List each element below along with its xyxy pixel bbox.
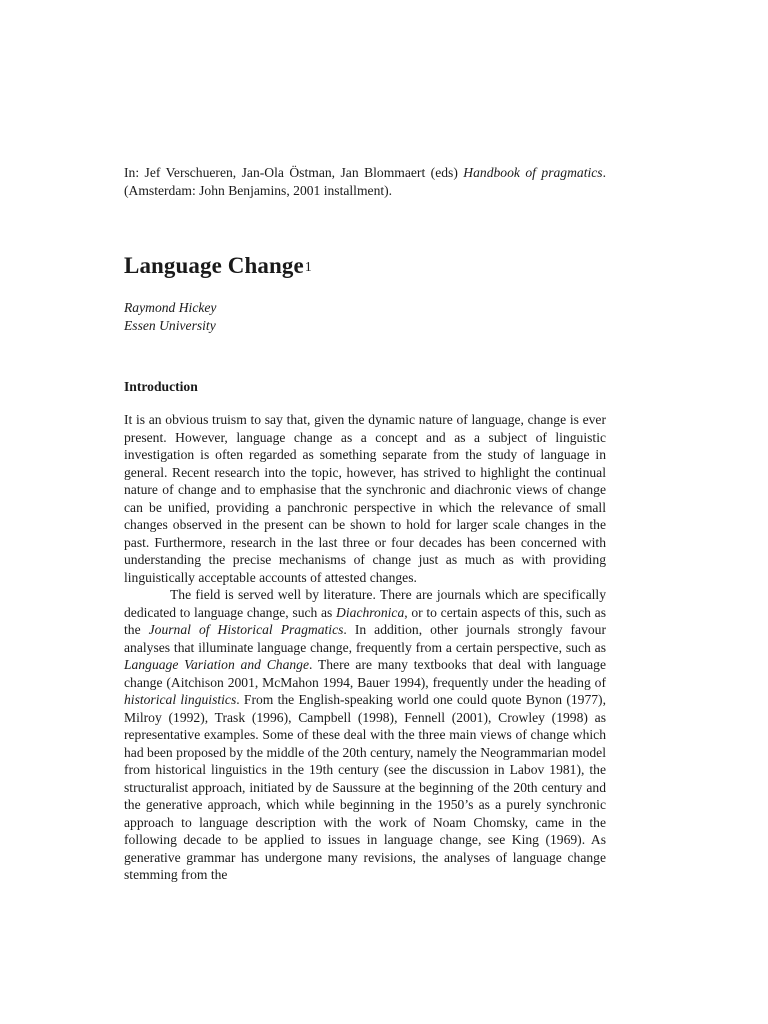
paragraph-2-text-3: . In addition, other journals strongly favour analyses that illuminate language change, frequently from a certain perspective, such as — [124, 622, 606, 655]
paragraph-2-text-2: , or to certain aspects of this, such as the — [124, 604, 606, 637]
author-affiliation: Essen University — [124, 317, 216, 333]
journal-diachronica: Diachronica — [336, 604, 405, 620]
citation-prefix: In: Jef Verschueren, Jan-Ola Östman, Jan Blommaert (eds) — [124, 165, 464, 180]
paragraph-1: It is an obvious truism to say that, given the dynamic nature of language, change is ever present. However, language change as a concept and as a subject of linguistic investigation is often regarded as something separate from the study of language in general. Recent research into the topic, however, has strived to highlight the continual nature of change and to emphasise that the synchronic and diachronic views of change can be unified, providing a panchronic perspective in which the relevance of small changes observed in the present can be shown to hold for larger scale changes in the past. Furthermore, research in the last three or four decades has been concerned with understanding the precise mechanisms of change just as much as with providing linguistically acceptable accounts of attested changes. — [124, 412, 606, 585]
section-heading: Introduction — [124, 379, 198, 394]
citation-suffix: . (Amsterdam: John Benjamins, 2001 installment). — [124, 165, 606, 198]
journal-historical-pragmatics: Journal of Historical Pragmatics — [148, 622, 344, 637]
document-title — [124, 252, 606, 280]
citation — [124, 164, 606, 200]
paragraph-2 — [124, 586, 606, 884]
author-name: Raymond Hickey — [124, 300, 217, 315]
journal-language-variation: Language Variation and Change — [124, 657, 309, 672]
paragraph-2-text-4: . There are many textbooks that deal with language change (Aitchison 2001, McMahon 1994, Bauer 1994), frequently under the heading of — [124, 657, 606, 690]
citation-book-title: Handbook of pragmatics — [463, 165, 603, 180]
paragraph-2-text-5: . From the English-speaking world one could quote Bynon (1977), Milroy (1992), Trask (1996), Campbell (1998), Fennell (2001), Crowley (1998) as representative examples. Some of these deal with the three main views of change which had been proposed by the middle of the 20th century, namely the Neogrammarian model from historical linguistics in the 19th century (see the discussion in Labov 1981), the structuralist approach, initiated by de Saussure at the beginning of the 20th century and the generative approach, which while beginning in the 1950’s as a purely synchronic approach to language description with the work of Noam Chomsky, came in the following decade to be applied to issues in language change, see King (1969). As generative grammar has undergone many revisions, the analyses of language change stemming from the — [124, 692, 606, 882]
footnote-marker[interactable]: 1 — [304, 260, 312, 275]
title-text: Language Change — [124, 253, 304, 278]
paragraph-2-text-1: The field is served well by literature. There are journals which are specifically dedicated to language change, such as — [124, 587, 606, 620]
document-page — [124, 164, 606, 884]
author-block — [124, 299, 606, 334]
term-historical-linguistics: historical linguistics — [124, 692, 237, 707]
